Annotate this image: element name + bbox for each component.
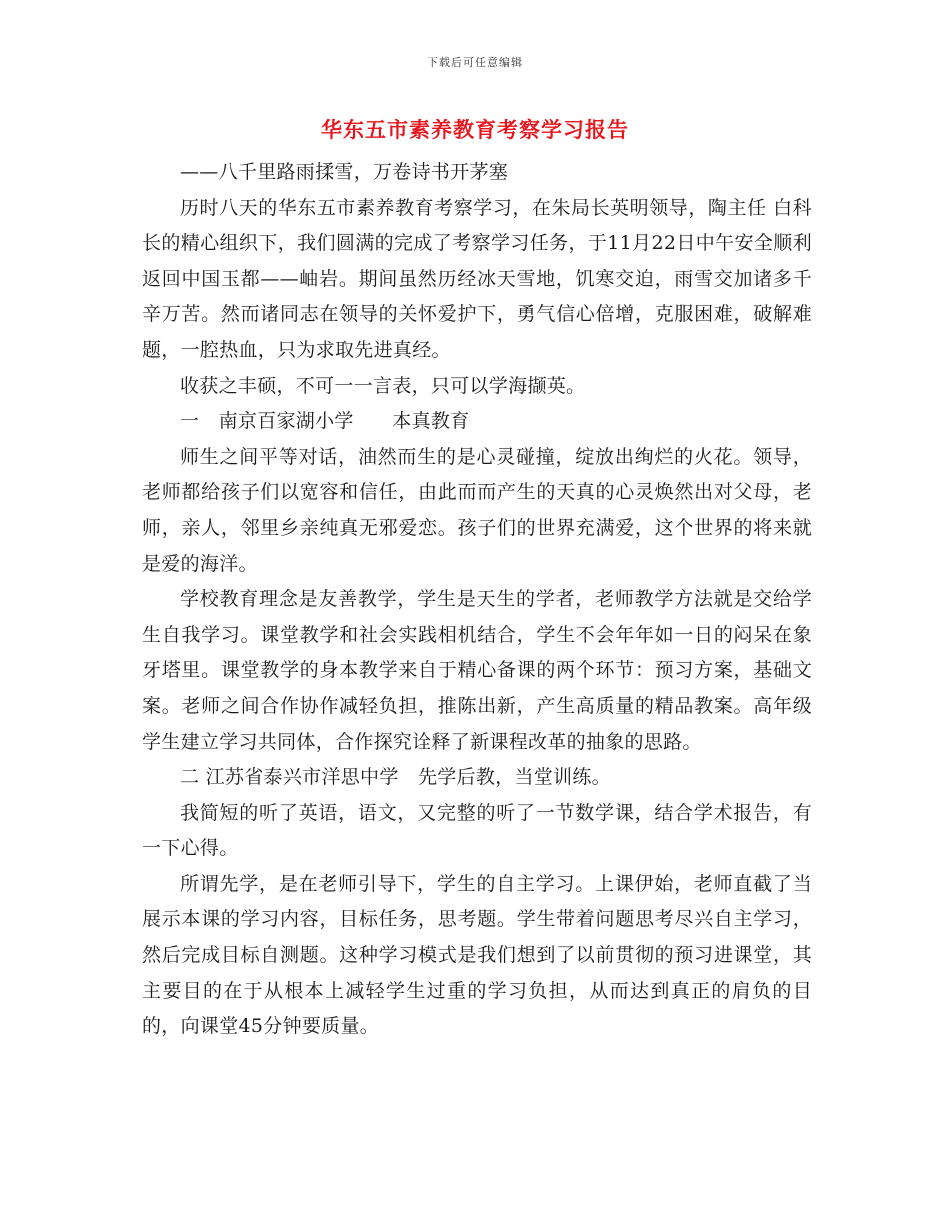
paragraph: 我简短的听了英语，语文，又完整的听了一节数学课，结合学术报告，有一下心得。 [142,801,812,860]
paragraph: 学校教育理念是友善教学，学生是天生的学者，老师教学方法就是交给学生自我学习。课堂教学和社会实践相机结合，学生不会年年如一日的闷呆在象牙塔里。课堂教学的身本教学来自于精心备课的两个环节：预习方案，基础文案。老师之间合作协作减轻负担，推陈出新，产生高质量的精品教案。高年级学生建立学习共同体，合作探究诠释了新课程改革的抽象的思路。 [142,588,812,753]
subtitle-line: ——八千里路雨揉雪，万卷诗书开茅塞 [180,161,509,183]
paragraph: 收获之丰硕，不可一一言表，只可以学海撷英。 [180,374,586,397]
paragraph: 历时八天的华东五市素养教育考察学习，在朱局长英明领导，陶主任 白科长的精心组织下，我们圆满的完成了考察学习任务，于11月22日中午安全顺利返回中国玉都——岫岩。期间虽然历经冰天雪地，饥寒交迫，雨雪交加诸多千辛万苦。然而诸同志在领导的关怀爱护下，勇气信心倍增，克服困难，破解难题，一腔热血，只为求取先进真经。 [142,196,812,361]
document-title: 华东五市素养教育考察学习报告 [321,117,629,142]
document-body [142,155,812,1045]
paragraph: 师生之间平等对话，油然而生的是心灵碰撞，绽放出绚烂的火花。领导，老师都给孩子们以宽容和信任，由此而而产生的天真的心灵焕然出对父母，老师，亲人，邻里乡亲纯真无邪爱恋。孩子们的世界充满爱，这个世界的将来就是爱的海洋。 [142,445,812,575]
section-heading: 二 江苏省泰兴市洋思中学 先学后教，当堂训练。 [180,766,611,789]
paragraph: 所谓先学，是在老师引导下，学生的自主学习。上课伊始，老师直截了当展示本课的学习内容，目标任务，思考题。学生带着问题思考尽兴自主学习，然后完成目标自测题。这种学习模式是我们想到了以前贯彻的预习进课堂，其主要目的在于从根本上减轻学生过重的学习负担，从而达到真正的肩负的目的，向课堂45分钟要质量。 [142,872,812,1038]
section-heading: 一 南京百家湖小学 本真教育 [180,410,470,433]
header-note: 下载后可任意编辑 [427,56,523,69]
